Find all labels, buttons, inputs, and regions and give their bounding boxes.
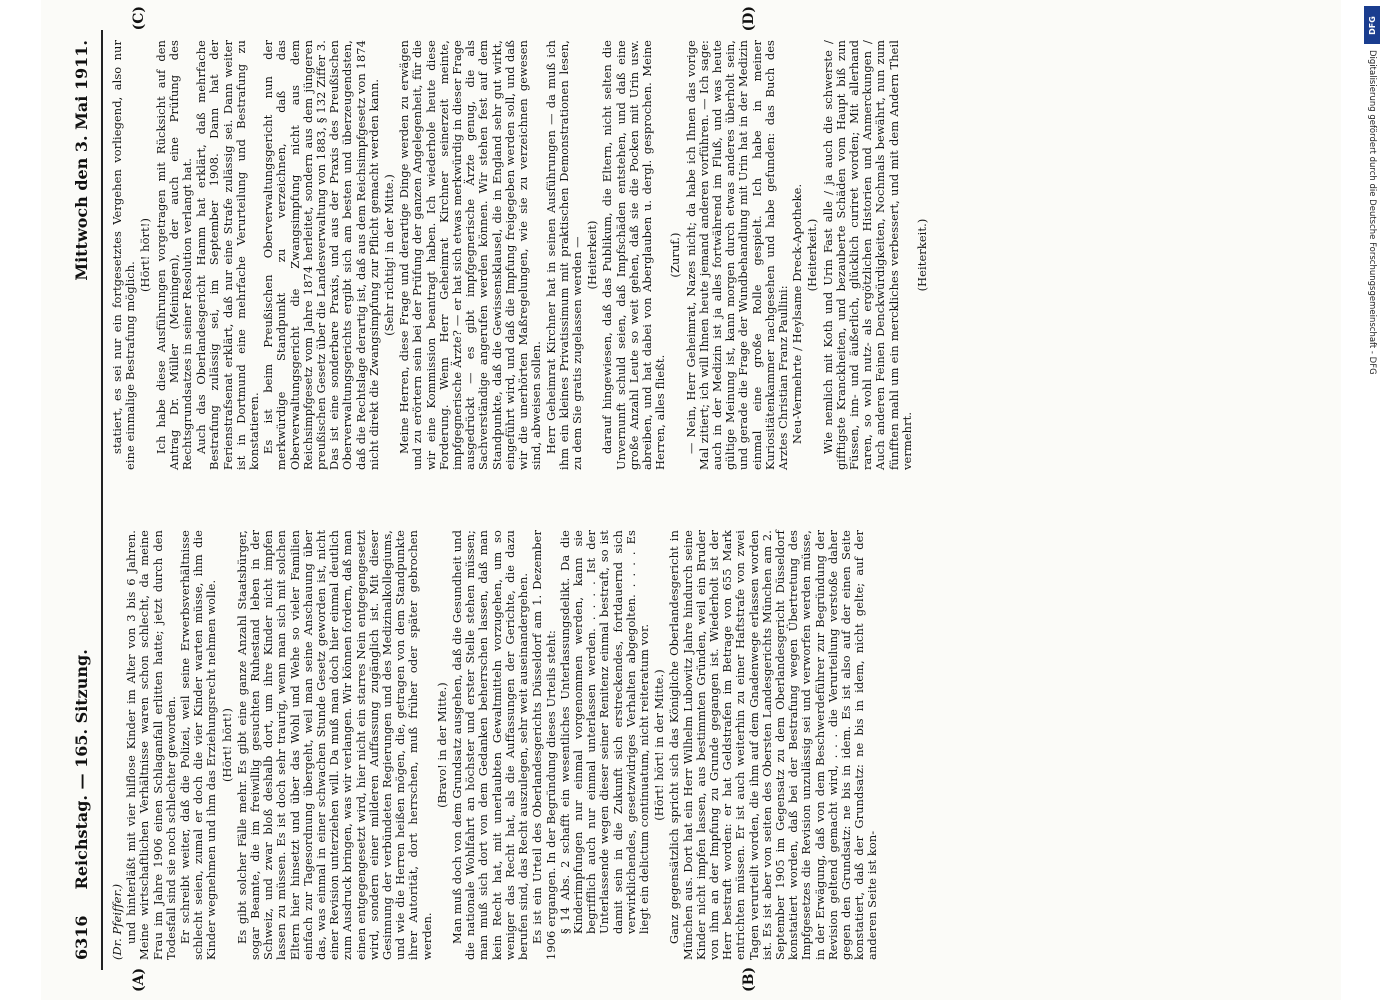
paragraph: Ich habe diese Ausführungen vorgetragen mit Rücksicht auf den Antrag Dr. Müller (Meiningen), der auch eine Prüfung des Rechtsgrundsatzes in seiner Resolution verlangt hat. bbox=[153, 40, 195, 470]
paragraph: Es ist ein Urteil des Oberlandesgerichts Düsseldorf am 1. Dezember 1906 ergangen. In der Begründung dieses Urteils steht: bbox=[530, 530, 558, 960]
margin-letter-b: (B) bbox=[741, 966, 757, 992]
paragraph: Meine Herren, diese Frage und derartige Dinge werden zu erwägen und zu erörtern sein bei der Prüfung der ganzen Angelegenheit, für die wir eine Kommission beantragt haben. Ich wiederhole heute diese Forderung. Wenn Herr Geheimrat Kirchner seinerzeit meinte, impfgegnerische Ärzte? — er hat sich etwas merkwürdig in dieser Frage ausgedrückt — es gibt impfgegnerische Ärzte genug, die als Sachverständige angerufen werden können. Wir stehen fest auf dem Standpunkte, daß die Gewissensklausel, die in England sehr gut wirkt, eingeführt wird, und daß die Impfung freigegeben werden soll, und daß wir die unerhörten Maßregelungen, wie sie zu verzeichnen gewesen sind, abweisen sollen. bbox=[397, 40, 544, 470]
left-column bbox=[111, 530, 1321, 960]
paragraph: Er schreibt weiter, daß die Polizei, weil seine Erwerbsverhältnisse schlecht seien, zumal er doch die vier Kinder warten müsse, ihm die Kinder wegnehmen und ihm das Erziehungsrecht nehmen wolle. bbox=[178, 530, 219, 960]
paragraph: Auch das Oberlandesgericht Hamm hat erklärt, daß mehrfache Bestrafung zulässig sei, im September 1908. Dann hat der Ferienstrafsenat erklärt, daß nur eine Strafe zulässig sei. Dann weiter ist in Dortmund eine mehrfache Verurteilung und Bestrafung zu konstatieren. bbox=[194, 40, 262, 470]
margin-letter-c: (C) bbox=[131, 6, 147, 31]
interjection: (Heiterkeit.) bbox=[805, 218, 820, 292]
page-title-left: Reichstag. — 165. Sitzung. bbox=[71, 649, 91, 890]
paragraph: Herr Geheimrat Kirchner hat in seinen Ausführungen — da muß ich ihm ein kleines Privatissimum mit praktischen Demonstrationen lesen, zu dem Sie gratis zugelassen werden — bbox=[543, 40, 584, 470]
paragraph: Ganz gegensätzlich spricht sich das Königliche Oberlandesgericht in München aus. Dort hat ein Herr Wilhelm Lubowitz Jahre hindurch seine Kinder nicht impfen lassen, aus bestimmten Gründen, weil ein Bruder von ihm an der Impfung zu Grunde gegangen ist. Wiederholt ist der Herr bestraft worden: er hat Geldstrafen im Betrage von 655 Mark entrichten müssen. Er ist auch weiterhin zu einer Haftstrafe von zwei Tagen verurteilt worden, die ihm auf dem Gnadenwege erlassen worden ist. Es ist aber von seiten des Obersten Landesgerichts München am 2. September 1905 im Gegensatz zu dem Oberlandesgericht Düsseldorf konstatiert worden, daß bei der Bestrafung wegen Übertretung des Impfgesetzes die Revision unzulässig sei und verworfen werden müsse, in der Erwägung, daß von dem Beschwerdeführer zur Begründung der Revision geltend gemacht wird, . . . die Verurteilung verstoße daher gegen den Grundsatz: ne bis in idem. Es ist also auf der einen Seite konstatiert, daß der Grundsatz: ne bis in idem, nicht gelte; auf der anderen Seite ist kon- bbox=[667, 530, 880, 960]
header-rule bbox=[101, 30, 103, 970]
interjection: (Sehr richtig! in der Mitte.) bbox=[382, 174, 397, 336]
interjection: (Heiterkeit) bbox=[585, 220, 600, 290]
page-header bbox=[67, 40, 95, 960]
interjection: (Bravo! in der Mitte.) bbox=[434, 682, 449, 808]
paragraph: (Dr. Pfeiffer.) bbox=[110, 883, 124, 960]
scanned-page bbox=[41, 0, 1341, 1000]
paragraph: Man muß doch von dem Grundsatz ausgehen, daß die Gesundheit und die nationale Wohlfahrt an höchster und erster Stelle stehen müssen; man muß sich dort von dem Gedanken beherrschen lassen, daß man kein Recht hat, mit unerlaubten Gewaltmitteln vorzugehen, um so weniger das Recht hat, als die Auffassungen der Gerichte, die dazu berufen sind, das Recht auszulegen, sehr weit auseinandergehen. bbox=[450, 530, 531, 960]
right-column bbox=[111, 40, 1321, 470]
interjection: (Hört! hört!) bbox=[138, 218, 153, 292]
quotation: Neu-Vermehrte / Heylsame Dreck-Apotheke. bbox=[790, 183, 805, 444]
paragraph: Wie nemlich mit Koth und Urin Fast alle / ja auch die schwerste / gifftigste Kranckheiten, und bezauberte Schäden vom Haupt biß zun Füssen, inn- und äußerlich, glücklich curiret worden; Mit allerhand raren, so wohl nutz- als ergötzlichen Historien und Anmerckungen / Auch anderen Feinen Denckwürdigkeiten, Nochmals bewährt, nun zum fünfften mahl um ein merckliches verbessert, und mit dem Andern Theil vermehrt. bbox=[820, 40, 914, 470]
margin-letter-d: (D) bbox=[741, 6, 757, 32]
credit-sidebar bbox=[1361, 0, 1383, 1000]
interjection: (Hört! hört! in der Mitte.) bbox=[652, 669, 667, 821]
digitization-credit: Digitalisierung gefördert durch die Deutsche Forschungsgemeinschaft - DFG bbox=[1367, 50, 1377, 375]
interjection: (Hört! hört!) bbox=[219, 708, 234, 782]
page-number: 6316 bbox=[71, 915, 91, 960]
paragraph: statiert, es sei nur ein fortgesetztes Vergehen vorliegend, also nur eine einmalige Bestrafung möglich. bbox=[110, 40, 138, 470]
page-title-right: Mittwoch den 3. Mai 1911. bbox=[71, 40, 91, 281]
paragraph: darauf hingewiesen, daß das Publikum, die Eltern, nicht selten die Unvernunft schuld seien, daß Impfschäden entstehen, und daß eine große Anzahl Leute so weit gehen, daß sie die Pocken mit Urin usw. abreiben, und hat dabei von Aberglauben u. dergl. gesprochen. Meine Herren, alles fließt. bbox=[600, 40, 668, 470]
interjection: (Zuruf.) bbox=[668, 232, 683, 278]
dfg-logo: DFG bbox=[1364, 6, 1380, 44]
interjection: (Heiterkeit.) bbox=[914, 218, 929, 292]
paragraph: Es ist beim Preußischen Oberverwaltungsgericht nun der merkwürdige Standpunkt zu verzeichnen, daß das Oberverwaltungsgericht die Zwangsimpfung nicht aus dem Reichsimpfgesetz vom Jahre 1874 herleitet, sondern aus dem jüngeren preußischen Gesetz über die Landesverwaltung von 1883, § 132 Ziffer 3. Das ist eine sonderbare Praxis, und aus der Praxis des Preußischen Oberverwaltungsgerichts ergibt sich am besten und überzeugendsten, daß die Rechtslage derartig ist, daß aus dem Reichsimpfgesetz von 1874 nicht direkt die Zwangsimpfung zur Pflicht gemacht werden kann. bbox=[261, 40, 381, 470]
paragraph: — Nein, Herr Geheimrat, Nazes nicht; da habe ich Ihnen das vorige Mal zitiert; ich will Ihnen heute jemand anderen vorführen. — Ich sage: auch in der Medizin ist ja alles fortwährend im Fluß, und was heute gültige Meinung ist, kann morgen durch etwas anderes überholt sein, und gerade die Frage der Wundbehandlung mit Urin hat in der Medizin einmal eine große Rolle gespielt. Ich habe in meiner Kuriositätenkammer nachgesehen und habe gefunden: das Buch des Arztes Christian Franz Paullini: bbox=[683, 40, 790, 470]
paragraph: Es gibt solcher Fälle mehr. Es gibt eine ganze Anzahl Staatsbürger, sogar Beamte, die im freiwillig gesuchten Ruhestand leben in der Schweiz, und zwar bloß deshalb dort, um ihre Kinder nicht impfen lassen zu müssen. Es ist doch sehr traurig, wenn man sich mit solchen Eltern hier hinsetzt und über das Wohl und Wehe so vieler Familien einfach zur Tagesordnung übergeht, weil man seine Anschauung über das, was einmal in einer schwachen Stunde Gesetz geworden ist, nicht einer Revision unterziehen will. Da muß man doch hier einmal deutlich zum Ausdruck bringen, was wir verlangen. Wir können fordern, daß man einen entgegengesetzt wird, hier nicht ein starres Nein entgegengesetzt wird, sondern einer milderen Auffassung zugänglich ist. Mit dieser Gesinnung der verbündeten Regierungen und des Medizinalkollegiums, und wie die Herren heißen mögen, die, getragen von dem Standpunkte ihrer Autorität, dort herrschen, muß früher oder später gebrochen werden. bbox=[234, 530, 434, 960]
paragraph: und hinterläßt mit vier hilflose Kinder im Alter von 3 bis 6 Jahren. Meine wirtschaftlichen Verhältnisse waren schon schlecht, da meine Frau im Jahre 1906 einen Schlaganfall erlitten hatte; jetzt durch den Todesfall sind sie noch schlechter geworden. bbox=[124, 530, 178, 960]
quotation: § 14 Abs. 2 schafft ein wesentliches Unterlassungsdelikt. Da die Kinderimpfungen nur einmal vorgenommen werden, kann sie begrifflich auch nur einmal unterlassen werden. . . . . Ist der Unterlassende wegen dieser seiner Renitenz einmal bestraft, so ist damit sein in die Zukunft sich erstreckendes, fortdauernd sich verwirklichendes, gesetzwidriges Verhalten abgegolten. . . . . Es liegt ein delictum continuatum, nicht reiteratum vor. bbox=[557, 530, 651, 934]
margin-letter-a: (A) bbox=[131, 967, 147, 992]
